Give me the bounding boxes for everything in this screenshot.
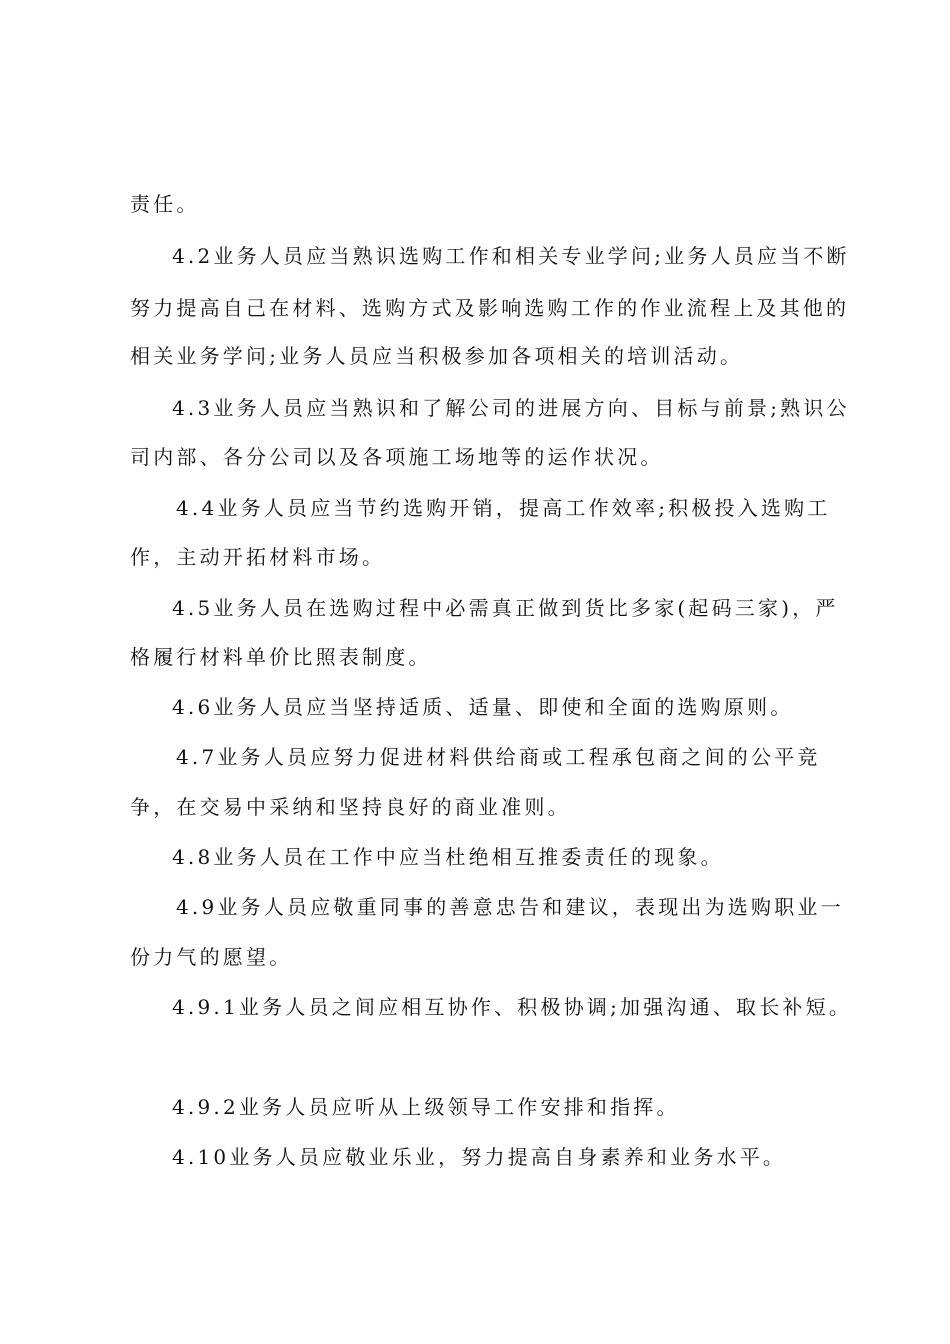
text-line: 作，主动开拓材料市场。 [130,545,386,569]
text-line: 司内部、各分公司以及各项施工场地等的运作状况。 [130,445,664,469]
text-line: 4.10业务人员应敬业乐业，努力提高自身素养和业务水平。 [172,1145,787,1169]
text-line: 4.9业务人员应敬重同事的善意忠告和建议，表现出为选购职业一 [176,895,844,919]
text-line: 4.9.1业务人员之间应相互协作、积极协调;加强沟通、取长补短。 [172,995,853,1019]
text-line: 努力提高自己在材料、选购方式及影响选购工作的作业流程上及其他的 [130,296,850,320]
text-line: 责任。 [130,192,200,216]
text-line: 4.3业务人员应当熟识和了解公司的进展方向、目标与前景;熟识公 [172,396,850,420]
text-line: 4.2业务人员应当熟识选购工作和相关专业学问;业务人员应当不断 [172,244,850,268]
text-line: 4.8业务人员在工作中应当杜绝相互推委责任的现象。 [172,845,724,869]
text-line: 4.9.2业务人员应听从上级领导工作安排和指挥。 [172,1095,680,1119]
text-line: 4.6业务人员应当坚持适质、适量、即使和全面的选购原则。 [172,695,794,719]
text-line: 份力气的愿望。 [130,945,293,969]
text-line: 争，在交易中采纳和坚持良好的商业准则。 [130,795,571,819]
text-line: 4.5业务人员在选购过程中必需真正做到货比多家(起码三家)，严 [172,596,839,620]
text-line: 相关业务学问;业务人员应当积极参加各项相关的培训活动。 [130,344,744,368]
text-line: 格履行材料单价比照表制度。 [130,645,432,669]
text-line: 4.7业务人员应努力促进材料供给商或工程承包商之间的公平竞 [176,745,821,769]
text-line: 4.4业务人员应当节约选购开销，提高工作效率;积极投入选购工 [176,496,831,520]
